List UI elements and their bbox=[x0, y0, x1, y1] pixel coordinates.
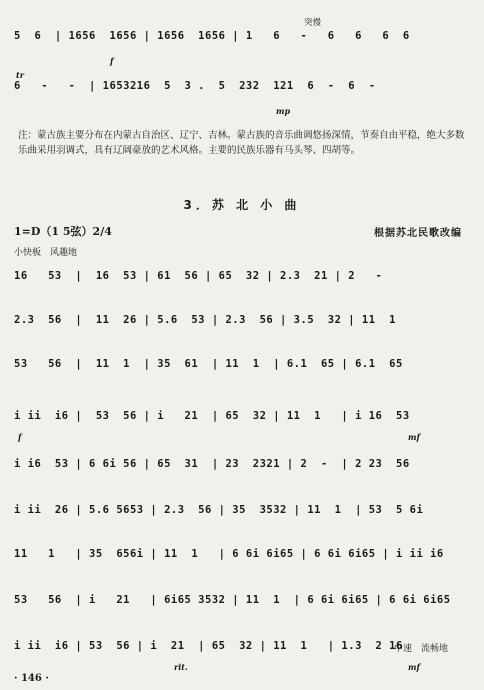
tempo-annotation: 突慢 bbox=[304, 18, 322, 28]
score-line-3 bbox=[14, 350, 476, 380]
dynamic-mark: mp bbox=[276, 106, 291, 116]
notation-text: 6 - - | 1653216 5 3 . 5 232 121 6 - 6 - bbox=[14, 80, 376, 92]
notation-text: i i6 53 | 6 6i 56 | 65 31 | 23 2321 | 2 - | 2 23 56 bbox=[14, 458, 410, 470]
arrangement-source: 根据苏北民歌改编 bbox=[374, 228, 462, 239]
score-line-2 bbox=[14, 306, 476, 336]
score-line-1 bbox=[14, 262, 476, 292]
score-line-5 bbox=[14, 450, 476, 480]
notation-text: i ii i6 | 53 56 | i 21 | 65 32 | 11 1 | 1.3 2 16 bbox=[14, 640, 403, 652]
ritardando-mark: rit. bbox=[174, 662, 188, 672]
score-line-9 bbox=[14, 632, 476, 672]
notation-text: i ii 26 | 5.6 5653 | 2.3 56 | 35 3532 | 11 1 | 53 5 6i bbox=[14, 504, 424, 516]
score-line-4 bbox=[14, 402, 476, 442]
notation-text: 53 56 | 11 1 | 35 61 | 11 1 | 6.1 65 | 6.1 65 bbox=[14, 358, 403, 370]
dynamic-mark: f bbox=[18, 432, 22, 442]
notation-text: 2.3 56 | 11 26 | 5.6 53 | 2.3 56 | 3.5 32 | 11 1 bbox=[14, 314, 397, 326]
notation-text: 16 53 | 16 53 | 61 56 | 65 32 | 2.3 21 | 2 - bbox=[14, 270, 383, 282]
dynamic-mark: f bbox=[110, 56, 114, 66]
notation-text: 11 1 | 35 656i | 11 1 | 6 6i 6i65 | 6 6i 6i65 | i ii i6 bbox=[14, 548, 444, 560]
dynamic-mark: mf bbox=[408, 662, 420, 672]
notation-text: 5 6 | 1656 1656 | 1656 1656 | 1 6 - 6 6 6 6 bbox=[14, 30, 410, 42]
score-line-top-1 bbox=[14, 18, 476, 66]
notation-text: 53 56 | i 21 | 6i65 3532 | 11 1 | 6 6i 6i65 | 6 6i 6i65 bbox=[14, 594, 451, 606]
score-line-top-2 bbox=[14, 70, 476, 116]
page-number: · 146 · bbox=[14, 673, 49, 684]
piece-title: 3．苏 北 小 曲 bbox=[183, 198, 301, 212]
score-line-6 bbox=[14, 496, 476, 526]
tempo-marking-2: 中速 流畅地 bbox=[394, 644, 449, 654]
score-line-7 bbox=[14, 540, 476, 570]
tempo-marking: 小快板 风趣地 bbox=[14, 248, 78, 258]
footnote: 注：蒙古族主要分布在内蒙古自治区、辽宁、吉林。蒙古族的音乐曲调悠扬深情，节奏自由平稳，绝大多数乐曲采用羽调式，具有辽阔豪放的艺术风格。主要的民族乐器有马头琴、四胡等。 bbox=[18, 130, 465, 156]
key-signature: 1=D（1 5弦）2/4 bbox=[14, 225, 112, 238]
dynamic-mark: mf bbox=[408, 432, 420, 442]
notation-text: i ii i6 | 53 56 | i 21 | 65 32 | 11 1 | i 16 53 bbox=[14, 410, 410, 422]
score-line-8 bbox=[14, 586, 476, 616]
trill-mark: tr bbox=[16, 70, 24, 80]
